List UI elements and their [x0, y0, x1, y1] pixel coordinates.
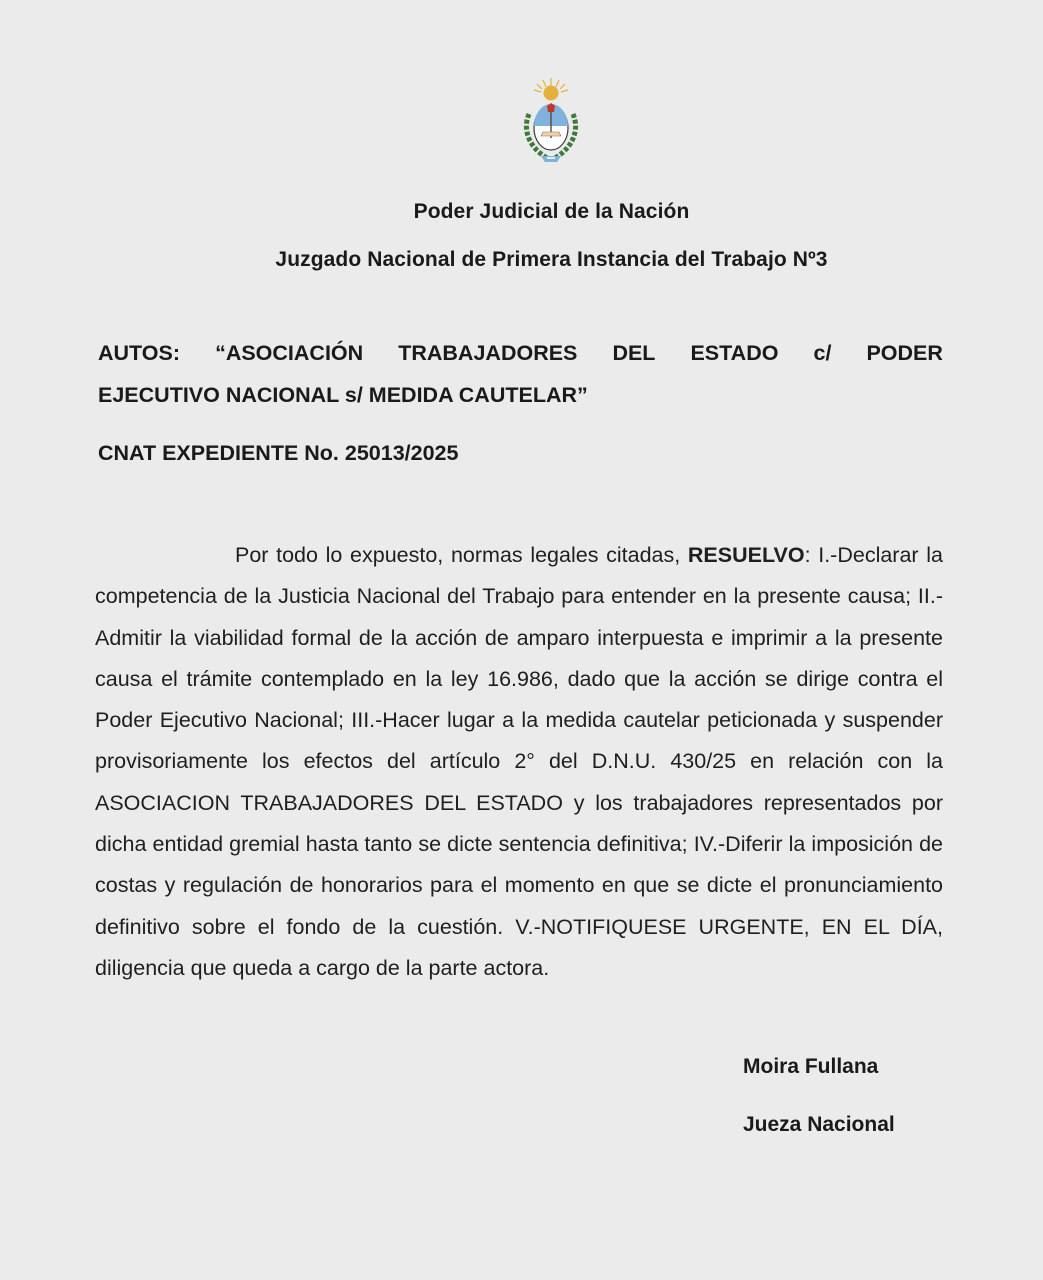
caption-word: c/ [813, 341, 832, 365]
resolution-paragraph [95, 535, 943, 989]
resolution-intro: Por todo lo expuesto, normas legales citadas, [235, 543, 688, 567]
resolution-text: : I.-Declarar la competencia de la Justicia Nacional del Trabajo para entender en la presente causa; II.-Admitir la viabilidad formal de la acción de amparo interpuesta e imprimir a la presente causa el trámite contemplado en la ley 16.986, dado que la acción se dirige contra el Poder Ejecutivo Nacional; III.-Hacer lugar a la medida cautelar peticionada y suspender provisoriamente los efectos del artículo 2° del D.N.U. 430/25 en relación con la ASOCIACION TRABAJADORES DEL ESTADO y los trabajadores representados por dicha entidad gremial hasta tanto se dicte sentencia definitiva; IV.-Diferir la imposición de costas y regulación de honorarios para el momento en que se dicte el pronunciamiento definitivo sobre el fondo de la cuestión. V.-NOTIFIQUESE URGENTE, EN EL DÍA, diligencia que queda a cargo de la parte actora. [95, 543, 943, 980]
court-title: Juzgado Nacional de Primera Instancia del Trabajo Nº3 [275, 248, 828, 271]
caption-word: TRABAJADORES [398, 341, 578, 365]
coat-of-arms-icon [519, 76, 583, 168]
judge-name: Moira Fullana [743, 1055, 879, 1078]
caption-word: AUTOS: [98, 341, 181, 365]
caption-word: “ASOCIACIÓN [215, 341, 364, 365]
caption-word: DEL [612, 341, 656, 365]
caption-word: PODER [866, 341, 943, 365]
case-file-number: CNAT EXPEDIENTE No. 25013/2025 [98, 441, 459, 465]
case-caption-line-1 [98, 341, 943, 366]
case-caption-line-2: EJECUTIVO NACIONAL s/ MEDIDA CAUTELAR” [98, 383, 588, 407]
caption-word: ESTADO [690, 341, 779, 365]
judge-title: Jueza Nacional [743, 1113, 895, 1136]
resolution-keyword: RESUELVO [687, 543, 805, 567]
institution-title: Poder Judicial de la Nación [413, 200, 690, 223]
